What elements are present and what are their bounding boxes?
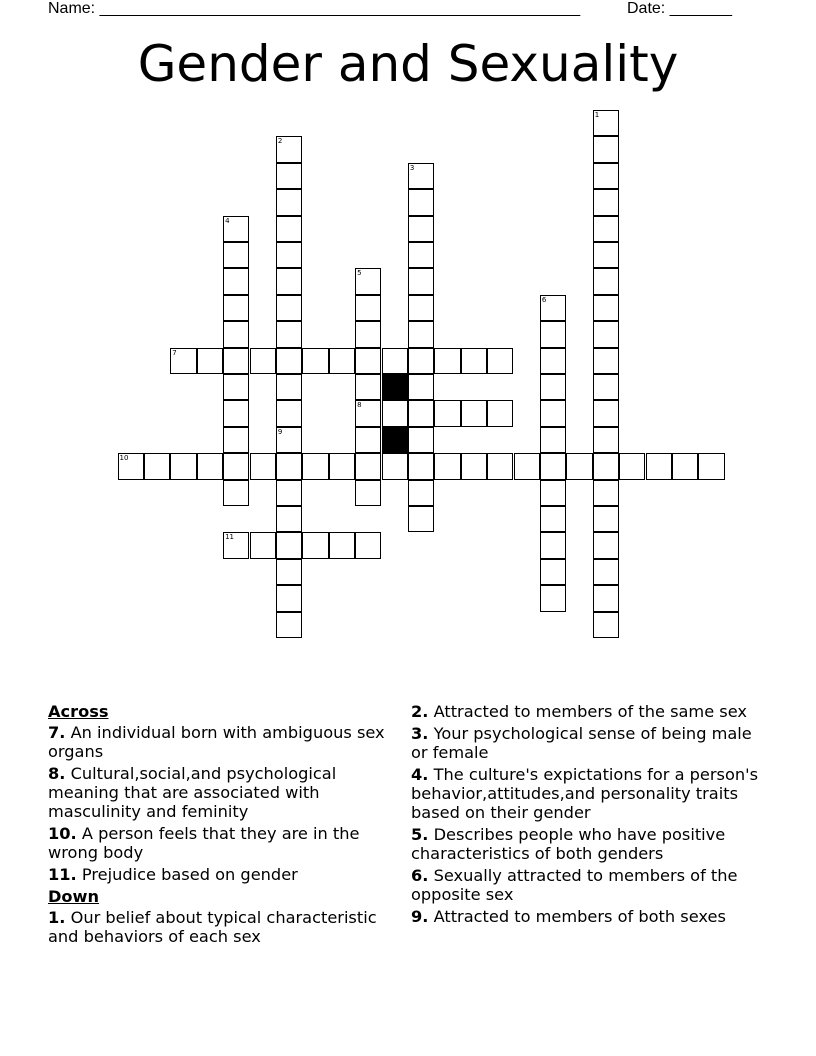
grid-cell[interactable] bbox=[329, 453, 355, 479]
date-line: Date: _______ bbox=[627, 0, 732, 17]
grid-cell[interactable] bbox=[302, 532, 328, 558]
grid-cell[interactable] bbox=[408, 374, 434, 400]
clue-text: Attracted to members of both sexes bbox=[433, 907, 726, 926]
grid-cell[interactable] bbox=[223, 532, 249, 558]
grid-cell[interactable] bbox=[276, 612, 302, 638]
grid-cell[interactable] bbox=[540, 532, 566, 558]
grid-cell[interactable] bbox=[276, 242, 302, 268]
clue-down-9 bbox=[411, 907, 761, 926]
grid-cell[interactable] bbox=[302, 453, 328, 479]
grid-cell[interactable] bbox=[355, 268, 381, 294]
clue-text: Sexually attracted to members of the opposite sex bbox=[411, 866, 738, 904]
grid-cell[interactable] bbox=[593, 532, 619, 558]
grid-cell[interactable] bbox=[276, 321, 302, 347]
grid-cell[interactable] bbox=[276, 374, 302, 400]
clue-number: 3. bbox=[411, 724, 429, 743]
clue-text: Cultural,social,and psychological meaning that are associated with masculinity and feminity bbox=[48, 764, 337, 821]
clue-number-label: 2 bbox=[277, 137, 283, 146]
grid-cell[interactable] bbox=[355, 321, 381, 347]
grid-cell[interactable] bbox=[276, 532, 302, 558]
grid-cell[interactable] bbox=[302, 348, 328, 374]
clue-across-11 bbox=[48, 865, 400, 884]
grid-cell[interactable] bbox=[355, 400, 381, 426]
grid-cell[interactable] bbox=[144, 453, 170, 479]
black-square bbox=[382, 427, 408, 453]
grid-cell[interactable] bbox=[382, 453, 408, 479]
clue-number-label: 8 bbox=[357, 401, 362, 410]
clue-text: Attracted to members of the same sex bbox=[433, 702, 747, 721]
grid-cell[interactable] bbox=[382, 348, 408, 374]
grid-cell[interactable] bbox=[223, 400, 249, 426]
grid-cell[interactable] bbox=[540, 374, 566, 400]
grid-cell[interactable] bbox=[250, 532, 276, 558]
grid-cell[interactable] bbox=[382, 400, 408, 426]
grid-cell[interactable] bbox=[223, 374, 249, 400]
grid-cell[interactable] bbox=[408, 189, 434, 215]
grid-cell[interactable] bbox=[408, 295, 434, 321]
grid-cell[interactable] bbox=[698, 453, 724, 479]
clue-across-8 bbox=[48, 764, 400, 821]
grid-cell[interactable] bbox=[276, 189, 302, 215]
grid-cell[interactable] bbox=[593, 559, 619, 585]
grid-cell[interactable] bbox=[408, 506, 434, 532]
clue-down-1 bbox=[48, 908, 400, 946]
grid-cell[interactable] bbox=[487, 400, 513, 426]
grid-cell[interactable] bbox=[540, 453, 566, 479]
grid-cell[interactable] bbox=[276, 585, 302, 611]
grid-cell[interactable] bbox=[593, 321, 619, 347]
grid-cell[interactable] bbox=[355, 453, 381, 479]
clue-number: 10. bbox=[48, 824, 77, 843]
grid-cell[interactable] bbox=[355, 295, 381, 321]
clue-text: Prejudice based on gender bbox=[81, 865, 298, 884]
grid-cell[interactable] bbox=[461, 400, 487, 426]
grid-cell[interactable] bbox=[593, 400, 619, 426]
grid-cell[interactable] bbox=[408, 216, 434, 242]
grid-cell[interactable] bbox=[540, 480, 566, 506]
clue-number-label: 5 bbox=[357, 269, 362, 278]
clue-across-10 bbox=[48, 824, 400, 862]
grid-cell[interactable] bbox=[593, 480, 619, 506]
grid-cell[interactable] bbox=[540, 559, 566, 585]
clue-down-6 bbox=[411, 866, 761, 904]
grid-cell[interactable] bbox=[197, 348, 223, 374]
grid-cell[interactable] bbox=[276, 348, 302, 374]
grid-cell[interactable] bbox=[197, 453, 223, 479]
grid-cell[interactable] bbox=[170, 453, 196, 479]
black-square bbox=[382, 374, 408, 400]
grid-cell[interactable] bbox=[593, 374, 619, 400]
grid-cell[interactable] bbox=[619, 453, 645, 479]
grid-cell[interactable] bbox=[276, 559, 302, 585]
clue-number-label: 11 bbox=[225, 533, 235, 542]
grid-cell[interactable] bbox=[593, 348, 619, 374]
grid-cell[interactable] bbox=[223, 216, 249, 242]
clue-text: The culture's expictations for a person's behavior,attitudes,and personality traits based on their gender bbox=[411, 765, 758, 822]
grid-cell[interactable] bbox=[540, 585, 566, 611]
clue-text: A person feels that they are in the wrong body bbox=[48, 824, 360, 862]
grid-cell[interactable] bbox=[566, 453, 592, 479]
clue-number-label: 9 bbox=[277, 427, 283, 436]
clue-number-label: 3 bbox=[409, 163, 415, 172]
grid-cell[interactable] bbox=[223, 268, 249, 294]
grid-cell[interactable] bbox=[355, 348, 381, 374]
page-title: Gender and Sexuality bbox=[137, 35, 679, 93]
grid-cell[interactable] bbox=[276, 216, 302, 242]
grid-cell[interactable] bbox=[355, 427, 381, 453]
clue-number: 2. bbox=[411, 702, 429, 721]
clue-number-label: 6 bbox=[541, 295, 547, 304]
grid-cell[interactable] bbox=[329, 348, 355, 374]
grid-cell[interactable] bbox=[118, 453, 144, 479]
grid-cell[interactable] bbox=[223, 295, 249, 321]
grid-cell[interactable] bbox=[250, 348, 276, 374]
clue-number: 8. bbox=[48, 764, 66, 783]
grid-cell[interactable] bbox=[276, 400, 302, 426]
clue-number: 9. bbox=[411, 907, 429, 926]
grid-cell[interactable] bbox=[408, 427, 434, 453]
grid-cell[interactable] bbox=[540, 348, 566, 374]
clue-down-4 bbox=[411, 765, 761, 822]
across-heading: Across bbox=[48, 702, 109, 721]
clue-text: Describes people who have positive characteristics of both genders bbox=[411, 825, 726, 863]
clue-number-label: 7 bbox=[172, 348, 177, 357]
grid-cell[interactable] bbox=[408, 242, 434, 268]
grid-cell[interactable] bbox=[540, 400, 566, 426]
grid-cell[interactable] bbox=[487, 453, 513, 479]
grid-cell[interactable] bbox=[223, 453, 249, 479]
clues-right-column bbox=[411, 702, 761, 929]
grid-cell[interactable] bbox=[593, 163, 619, 189]
grid-cell[interactable] bbox=[355, 480, 381, 506]
grid-cell[interactable] bbox=[593, 268, 619, 294]
grid-cell[interactable] bbox=[408, 348, 434, 374]
clue-down-3 bbox=[411, 724, 761, 762]
grid-cell[interactable] bbox=[593, 242, 619, 268]
grid-cell[interactable] bbox=[408, 321, 434, 347]
clue-number: 4. bbox=[411, 765, 429, 784]
grid-cell[interactable] bbox=[540, 321, 566, 347]
grid-cell[interactable] bbox=[434, 348, 460, 374]
grid-cell[interactable] bbox=[276, 453, 302, 479]
clue-number: 6. bbox=[411, 866, 429, 885]
grid-cell[interactable] bbox=[276, 480, 302, 506]
grid-cell[interactable] bbox=[170, 348, 196, 374]
grid-cell[interactable] bbox=[434, 400, 460, 426]
grid-cell[interactable] bbox=[250, 453, 276, 479]
grid-cell[interactable] bbox=[461, 453, 487, 479]
grid-cell[interactable] bbox=[593, 427, 619, 453]
grid-cell[interactable] bbox=[593, 136, 619, 162]
grid-cell[interactable] bbox=[672, 453, 698, 479]
grid-cell[interactable] bbox=[540, 427, 566, 453]
grid-cell[interactable] bbox=[276, 427, 302, 453]
grid-cell[interactable] bbox=[593, 110, 619, 136]
grid-cell[interactable] bbox=[276, 295, 302, 321]
grid-cell[interactable] bbox=[593, 612, 619, 638]
grid-cell[interactable] bbox=[593, 216, 619, 242]
clue-number: 1. bbox=[48, 908, 66, 927]
clue-number: 5. bbox=[411, 825, 429, 844]
clue-text: An individual born with ambiguous sex organs bbox=[48, 723, 385, 761]
grid-cell[interactable] bbox=[276, 136, 302, 162]
grid-cell[interactable] bbox=[593, 295, 619, 321]
grid-cell[interactable] bbox=[276, 268, 302, 294]
clue-down-2 bbox=[411, 702, 761, 721]
grid-cell[interactable] bbox=[487, 348, 513, 374]
clue-down-5 bbox=[411, 825, 761, 863]
grid-cell[interactable] bbox=[646, 453, 672, 479]
grid-cell[interactable] bbox=[329, 532, 355, 558]
grid-cell[interactable] bbox=[408, 453, 434, 479]
grid-cell[interactable] bbox=[223, 242, 249, 268]
grid-cell[interactable] bbox=[355, 374, 381, 400]
name-line: Name: ______________________________________________________ bbox=[48, 0, 581, 17]
grid-cell[interactable] bbox=[408, 480, 434, 506]
grid-cell[interactable] bbox=[593, 506, 619, 532]
clue-number: 7. bbox=[48, 723, 66, 742]
grid-cell[interactable] bbox=[276, 163, 302, 189]
grid-cell[interactable] bbox=[223, 348, 249, 374]
grid-cell[interactable] bbox=[223, 480, 249, 506]
grid-cell[interactable] bbox=[593, 189, 619, 215]
clue-number: 11. bbox=[48, 865, 77, 884]
clue-number-label: 1 bbox=[594, 111, 600, 119]
clues-left-column bbox=[48, 702, 400, 949]
clue-text: Your psychological sense of being male or female bbox=[411, 724, 752, 762]
grid-cell[interactable] bbox=[223, 427, 249, 453]
grid-cell[interactable] bbox=[223, 321, 249, 347]
grid-cell[interactable] bbox=[434, 453, 460, 479]
grid-cell[interactable] bbox=[593, 453, 619, 479]
grid-cell[interactable] bbox=[276, 506, 302, 532]
clue-number-label: 10 bbox=[119, 454, 129, 463]
clue-across-7 bbox=[48, 723, 400, 761]
grid-cell[interactable] bbox=[540, 295, 566, 321]
grid-cell[interactable] bbox=[540, 506, 566, 532]
grid-cell[interactable] bbox=[514, 453, 540, 479]
grid-cell[interactable] bbox=[461, 348, 487, 374]
clue-number-label: 4 bbox=[225, 216, 230, 225]
grid-cell[interactable] bbox=[408, 400, 434, 426]
grid-cell[interactable] bbox=[355, 532, 381, 558]
grid-cell[interactable] bbox=[408, 163, 434, 189]
grid-cell[interactable] bbox=[593, 585, 619, 611]
clue-text: Our belief about typical characteristic and behaviors of each sex bbox=[48, 908, 377, 946]
down-heading: Down bbox=[48, 887, 100, 906]
grid-cell[interactable] bbox=[408, 268, 434, 294]
